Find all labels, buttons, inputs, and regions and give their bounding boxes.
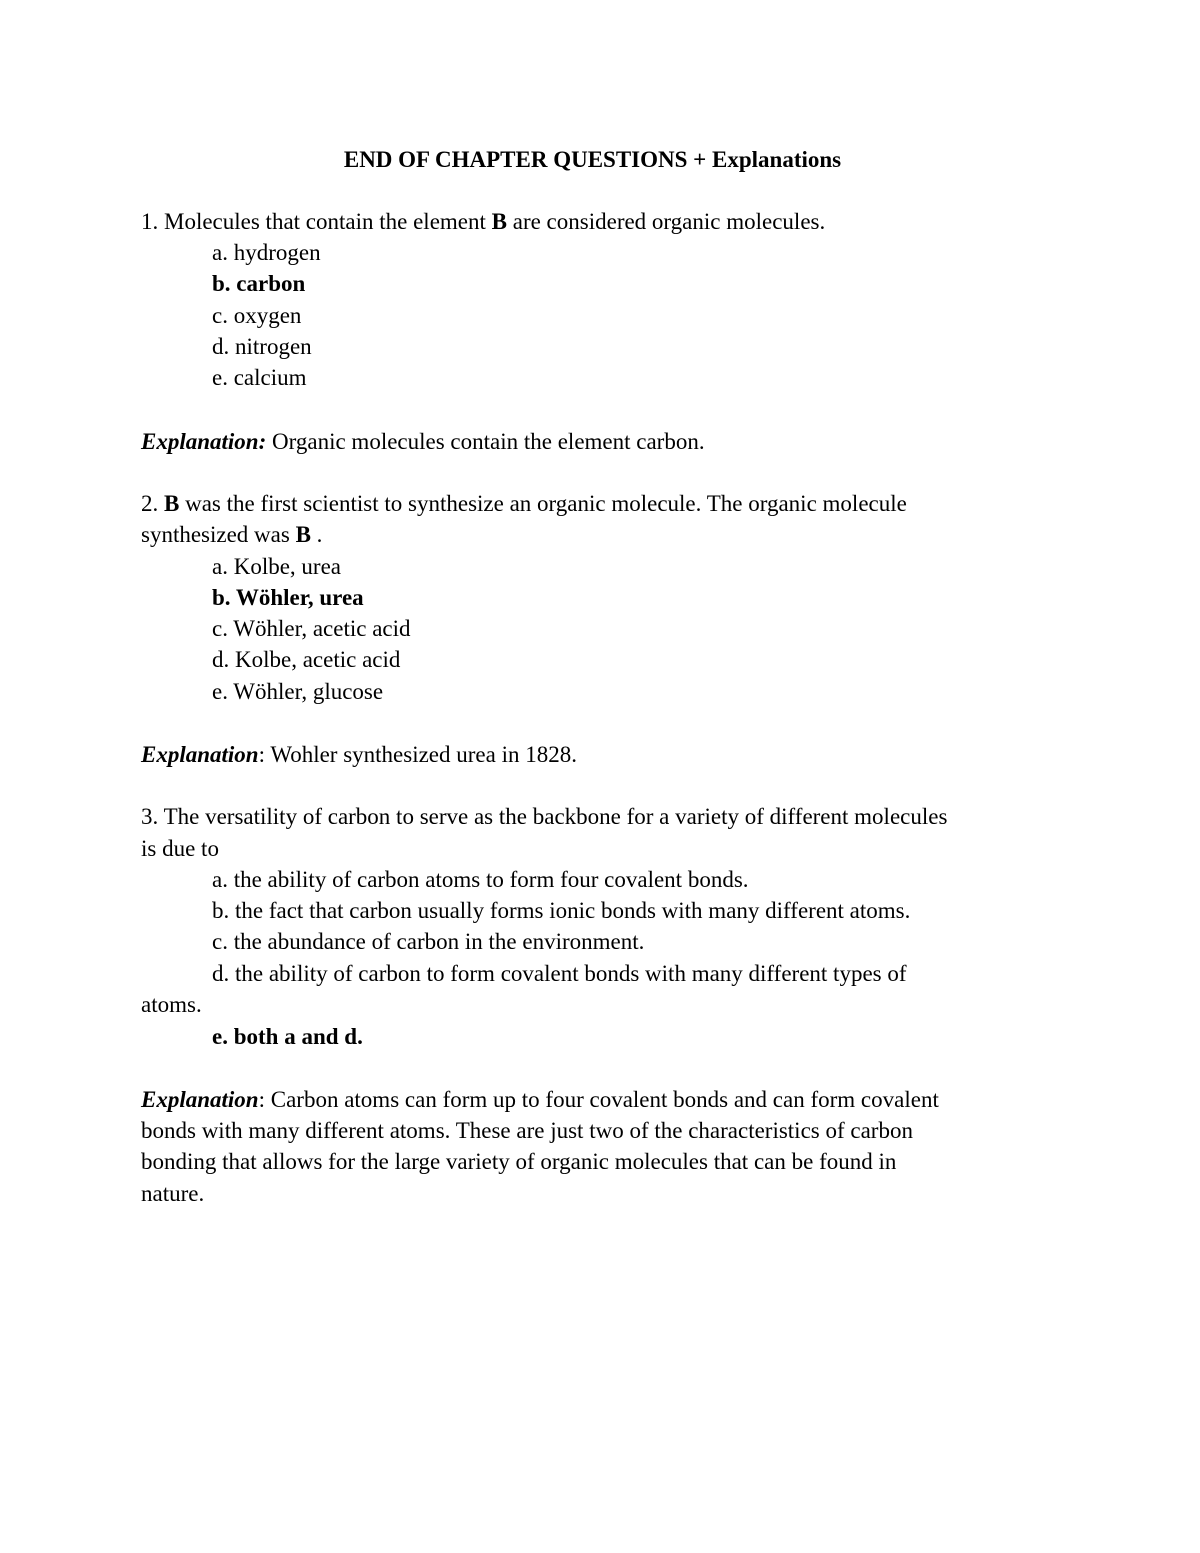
question-1-option-c: c. oxygen	[212, 303, 302, 328]
question-2-option-d: d. Kolbe, acetic acid	[212, 647, 401, 672]
question-3-option-a: a. the ability of carbon atoms to form four covalent bonds.	[212, 867, 749, 892]
answer-blank: B	[295, 522, 311, 547]
answer-blank: B	[491, 209, 507, 234]
question-1-option-e: e. calcium	[212, 365, 307, 390]
question-2-explanation: Explanation: Wohler synthesized urea in 1828.	[141, 742, 577, 767]
question-3-explanation: Explanation: Carbon atoms can form up to four covalent bonds and can form covalent	[141, 1087, 939, 1112]
question-3-option-b: b. the fact that carbon usually forms ionic bonds with many different atoms.	[212, 898, 911, 923]
question-3-explanation-line-2: bonds with many different atoms. These are just two of the characteristics of carbon	[141, 1118, 913, 1143]
question-3-option-d: d. the ability of carbon to form covalent bonds with many different types of	[212, 961, 907, 986]
question-2-option-a: a. Kolbe, urea	[212, 554, 341, 579]
question-3-explanation-line-3: bonding that allows for the large variety of organic molecules that can be found in	[141, 1149, 897, 1174]
question-1-option-b-correct: b. carbon	[212, 271, 306, 296]
explanation-label: Explanation	[141, 1087, 259, 1112]
question-3-text: 3. The versatility of carbon to serve as the backbone for a variety of different molecules	[141, 804, 948, 829]
question-2-text-continued: synthesized was B .	[141, 522, 323, 547]
question-3-option-c: c. the abundance of carbon in the environment.	[212, 929, 645, 954]
question-1-option-d: d. nitrogen	[212, 334, 312, 359]
question-1-option-a: a. hydrogen	[212, 240, 321, 265]
question-3-explanation-line-4: nature.	[141, 1181, 205, 1206]
question-1-text: 1. Molecules that contain the element B are considered organic molecules.	[141, 209, 826, 234]
answer-blank: B	[164, 491, 180, 516]
question-3-text-continued: is due to	[141, 836, 219, 861]
question-1-explanation: Explanation: Organic molecules contain the element carbon.	[141, 429, 705, 454]
page-title: END OF CHAPTER QUESTIONS + Explanations	[343, 147, 842, 172]
explanation-label: Explanation	[141, 742, 259, 767]
explanation-label: Explanation:	[141, 429, 267, 454]
question-2-option-b-correct: b. Wöhler, urea	[212, 585, 364, 610]
question-2-text: 2. B was the first scientist to synthesize an organic molecule. The organic molecule	[141, 491, 907, 516]
question-2-option-c: c. Wöhler, acetic acid	[212, 616, 411, 641]
question-2-option-e: e. Wöhler, glucose	[212, 679, 384, 704]
question-3-option-e-correct: e. both a and d.	[212, 1024, 363, 1049]
question-3-option-d-continued: atoms.	[141, 992, 202, 1017]
